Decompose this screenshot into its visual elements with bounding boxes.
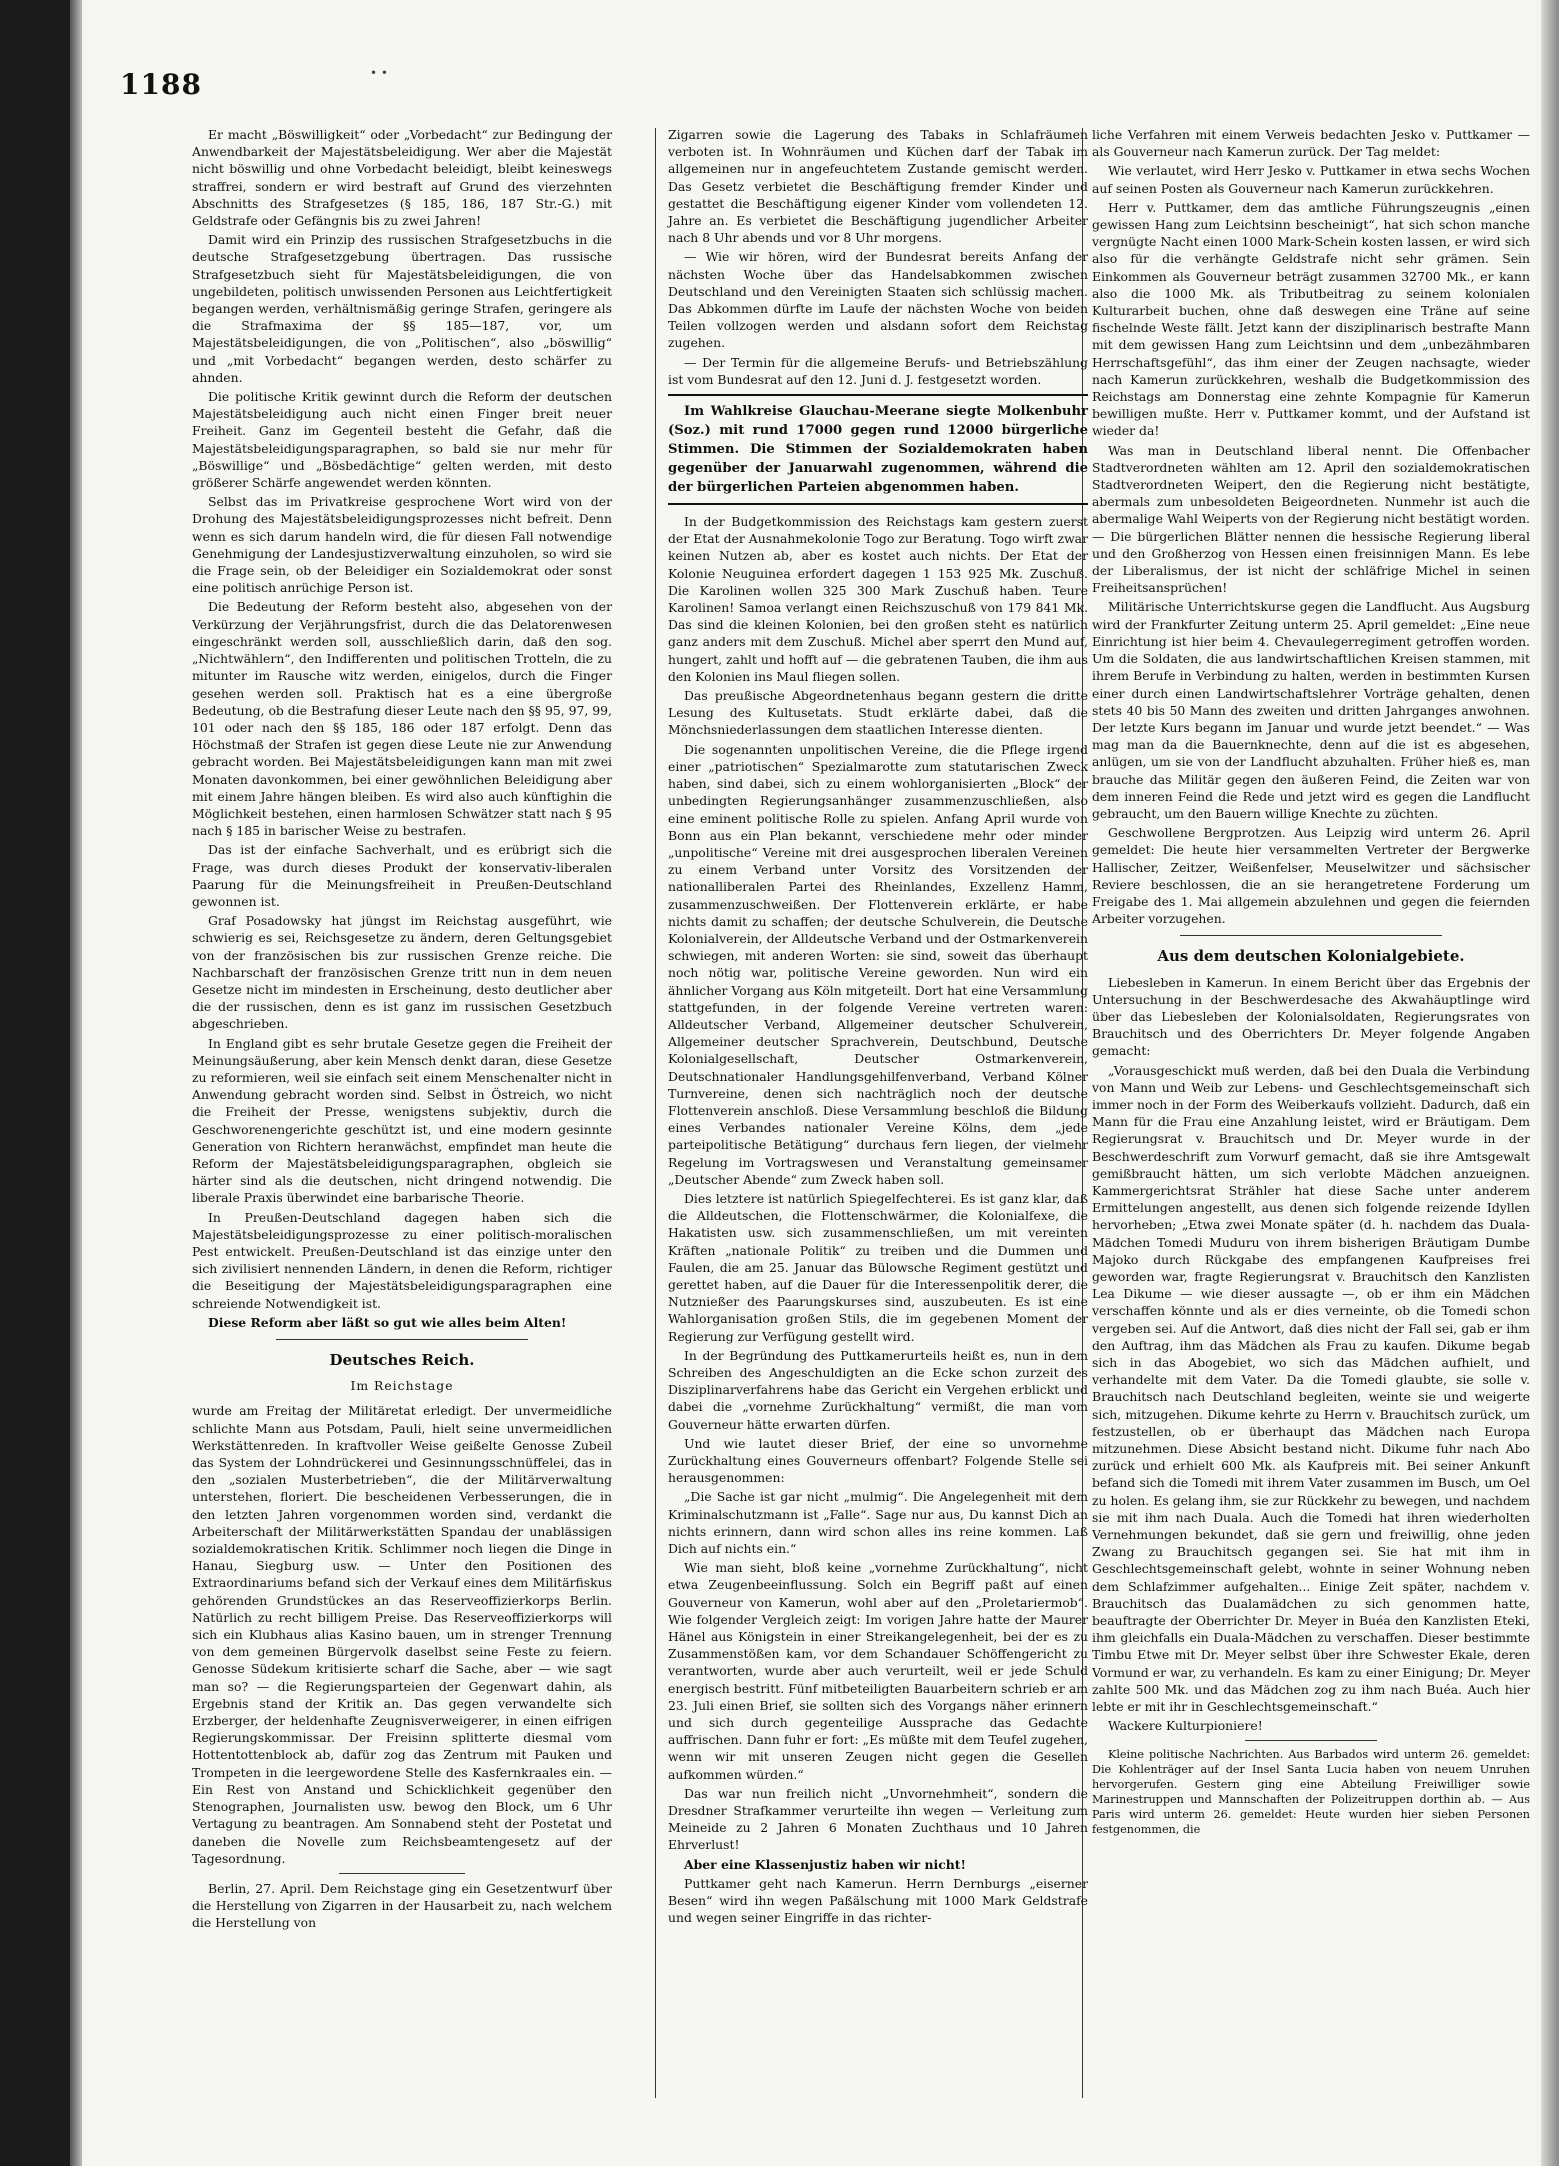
divider: [339, 1873, 465, 1874]
paragraph: In Preußen-Deutschland dagegen haben sich die Majestätsbeleidigungsprozesse zu einer politisch-moralischen Pest entwickelt. Preußen-Deutschland ist das einzige unter den sich zivilisiert nennenden Ländern, in denen die Reform, richtiger die Beseitigung der Majestätsbeleidigungsparagraphen eine schreiende Notwendigkeit ist.: [192, 1209, 612, 1311]
section-heading: Deutsches Reich.: [329, 1351, 475, 1370]
paragraph: Liebesleben in Kamerun. In einem Bericht über das Ergebnis der Untersuchung in der Beschwerdesache des Akwahäuptlinge wird über das Liebesleben der Kolonialsoldaten, Regierungsrates von Brauchitsch und des Oberrichters Dr. Meyer folgende Angaben gemacht:: [1092, 974, 1530, 1059]
section-divider: [276, 1339, 528, 1340]
paragraph: In England gibt es sehr brutale Gesetze gegen die Freiheit der Meinungsäußerung, aber kein Mensch denkt daran, diese Gesetze zu reformieren, weil sie einfach seit einem Menschenalter nicht in Anwendung gebracht worden sind. Selbst in Östreich, wo nicht die Freiheit der Presse, wenigstens subjektiv, durch die Geschworenengerichte geschützt ist, und eine modern gesinnte Generation von Richtern heranwächst, empfindet man heute die Reform der Majestätsbeleidigungsparagraphen, obgleich sie härter sind als die deutschen, nicht dringend notwendig. Die liberale Praxis überwindet eine barbarische Theorie.: [192, 1035, 612, 1206]
paragraph: Die politische Kritik gewinnt durch die Reform der deutschen Majestätsbeleidigung auch nicht einen Finger breit neuer Freiheit. Ganz im Gegenteil besteht die Gefahr, daß die Majestätsbeleidigungsparagraphen, so bald sie nur mehr für „Böswillige“ und „Bösbedächtige“ gelten werden, mit desto größerer Schärfe angewendet werden könnten.: [192, 389, 612, 491]
paragraph: liche Verfahren mit einem Verweis bedachten Jesko v. Puttkamer — als Gouverneur nach Kamerun zurück. Der Tag meldet:: [1092, 127, 1530, 160]
header-mark: • •: [370, 66, 388, 80]
paragraph: In der Begründung des Puttkamerurteils heißt es, nun in dem Schreiben des Angeschuldigten an die Ecke schon zurzeit des Disziplinarverfahrens habe das Gericht ein Vergehen erblickt und dabei die „vornehme Zurückhaltung“ vermißt, die man vom Gouverneur hätte erwarten dürfen.: [668, 1347, 1088, 1432]
paragraph: Graf Posadowsky hat jüngst im Reichstag ausgeführt, wie schwierig es sei, Reichsgesetze zu ändern, deren Geltungsgebiet von der französischen bis zur russischen Grenze reiche. Die Nachbarschaft der französischen Grenze tritt nun in dem neuen Gesetze nicht im mindesten in Erscheinung, desto deutlicher aber die der russischen, denn es ist ganz im russischen Gesetzbuch abgeschrieben.: [192, 913, 612, 1032]
election-result-box: Im Wahlkreise Glauchau-Meerane siegte Molkenbuhr (Soz.) mit rund 17000 gegen rund 12000 bürgerliche Stimmen. Die Stimmen der Sozialdemokraten haben gegenüber der Januarwahl zugenommen, während die der bürgerlichen Parteien abgenommen haben.: [668, 394, 1088, 505]
divider: [1245, 1740, 1376, 1741]
paragraph: Aber eine Klassenjustiz haben wir nicht!: [684, 1856, 966, 1872]
quote: „Die Sache ist gar nicht „mulmig“. Die Angelegenheit mit dem Kriminalschutzmann ist „Falle“. Sage nur aus, Du kannst Dich an nichts erinnern, dann wird schon alles ins reine kommen. Laß Dich auf nichts ein.“: [668, 1489, 1088, 1557]
column-1: [192, 126, 612, 1934]
quote: „Vorausgeschickt muß werden, daß bei den Duala die Verbindung von Mann und Weib zur Lebens- und Geschlechtsgemeinschaft sich immer noch in der Form des Weiberkaufs vollzieht. Dadurch, daß ein Mann für die Frau eine Anzahlung leistet, wird er Bräutigam. Dem Regierungsrat v. Brauchitsch und Dr. Meyer wurde in der Beschwerdeschrift zum Vorwurf gemacht, daß sie ihre Amtsgewalt gemißbraucht hätten, um sich verlobte Mädchen anzueignen. Kammergerichtsrat Strähler hat diese Sache unter anderem Ermittelungen angestellt, aus denen sich folgende reizende Idyllen hervorheben; „Etwa zwei Monate später (d. h. nachdem das Duala-Mädchen Tomedi Muduru von ihrem bisherigen Bräutigam Dumbe Majoko durch Rückgabe des empfangenen Kaufpreises frei geworden war, fragte Regierungsrat v. Brauchitsch den Kanzlisten Lea Dikume — wie dieser aussagte —, ob er ihm ein Mädchen verschaffen könnte und als er dies verneinte, ob die Tomedi schon vergeben sei. Auf die Antwort, daß dies nicht der Fall sei, gab er ihm den Auftrag, ihm das Mädchen als Frau zu kaufen. Dikume begab sich in das Abogebiet, wo sich das Mädchen aufhielt, und verhandelte mit dem Vater. Da die Tomedi glaubte, sie solle v. Brauchitsch nach Deutschland begleiten, weinte sie und weigerte sich, mitzugehen. Dikume kehrte zu Herrn v. Brauchitsch zurück, um festzustellen, ob er überhaupt das Mädchen nach Europa mitzunehmen. Diese Absicht bestand nicht. Dikume fuhr nach Abo zurück und erhielt 600 Mk. als Kaufpreis mit. Bei seiner Ankunft befand sich die Tomedi mit ihrem Vater zusammen im Busch, um Oel zu holen. Es gelang ihm, sie zur Rückkehr zu bewegen, und nachdem sie mit ihm nach Duala. Auch die Tomedi hat ihren wiederholten Vernehmungen bekundet, daß sie gern und freiwillig, ohne jeden Zwang zu Brauchitsch gegangen sei. Sie hat mit ihm in Geschlechtsgemeinschaft gelebt, wohnte in seiner Wohnung neben dem Schlafzimmer aufgehalten... Einige Zeit später, nachdem v. Brauchitsch das Dualamädchen zu sich genommen hatte, beauftragte der Oberrichter Dr. Meyer in Buéa den Kanzlisten Eteki, ihm gleichfalls ein Duala-Mädchen zu verschaffen. Dieser bestimmte Timbu Etwe mit Dr. Meyer selbst über ihre Schwester Ekale, deren Vormund er war, zu verhandeln. Es kam zu einer Einigung; Dr. Meyer zahlte 500 Mk. und das Mädchen zog zu ihm nach Buéa. Auch hier lebte er mit ihr in Geschlechtsgemeinschaft.“: [1092, 1062, 1530, 1715]
paragraph: In der Budgetkommission des Reichstags kam gestern zuerst der Etat der Ausnahmekolonie Togo zur Beratung. Togo wirft zwar keinen Nutzen ab, aber es kostet auch nichts. Der Etat der Kolonie Neuguinea erfordert dagegen 1 153 925 Mk. Zuschuß. Die Karolinen wollen 325 300 Mark Zuschuß haben. Teure Karolinen! Samoa verlangt einen Reichszuschuß von 179 841 Mk. Das sind die kleinen Kolonien, bei den großen steht es natürlich ganz anders mit dem Zuschuß. Michel aber sperrt den Mund auf, hungert, zahlt und hofft auf — die gebratenen Tauben, die ihm aus den Kolonien ins Maul fliegen sollen.: [668, 514, 1088, 684]
paragraph: Damit wird ein Prinzip des russischen Strafgesetzbuchs in die deutsche Strafgesetzgebung übertragen. Das russische Strafgesetzbuch sieht für Majestätsbeleidigungen, die von ungebildeten, politisch unwissenden Personen aus Leichtfertigkeit begangen werden, verhältnismäßig geringe Strafen, geringere als die Strafmaxima der §§ 185—187, vor, um Majestätsbeleidigungen, die von „Politischen“, also „böswillig“ und „mit Vorbedacht“ begangen werden, desto schärfer zu ahnden.: [192, 232, 612, 385]
page-number: 1188: [120, 68, 202, 101]
section-divider: [1180, 935, 1443, 936]
paragraph: Das preußische Abgeordnetenhaus begann gestern die dritte Lesung des Kultusetats. Studt erklärte dabei, daß die Mönchsniederlassungen dem staatlichen Interesse dienten.: [668, 688, 1088, 738]
paragraph: Puttkamer geht nach Kamerun. Herrn Dernburgs „eiserner Besen“ wird ihn wegen Paßälschung mit 1000 Mark Geldstrafe und wegen seiner Eingriffe in das richter-: [668, 1875, 1088, 1926]
paragraph: Die Bedeutung der Reform besteht also, abgesehen von der Verkürzung der Verjährungsfrist, durch die das Delatorenwesen eingeschränkt werden soll, ausschließlich darin, daß den sog. „Nichtwählern“, den Indifferenten und politischen Trotteln, die zu mitunter im Rausche witz werden, einigelos, durch die Finger gesehen werden soll. Praktisch hat es a eine übergroße Bedeutung, ob die Bestrafung dieser Leute nach den §§ 95, 97, 99, 101 oder nach den §§ 185, 186 oder 187 erfolgt. Denn das Höchstmaß der Strafen ist gegen diese Leute nie zur Anwendung gebracht worden. Bei Majestätsbeleidigungen kann man mit zwei Monaten davonkommen, bei einer gewöhnlichen Beleidigung aber mit einem Jahre hängen bleiben. Es wird also auch künftighin die Möglichkeit bestehen, einen harmlosen Schwätzer statt nach § 95 nach § 185 in barischer Weise zu bestrafen.: [192, 599, 612, 839]
binding-edge: [70, 0, 82, 2166]
paragraph: Diese Reform aber läßt so gut wie alles beim Alten!: [208, 1314, 567, 1330]
section-heading: Aus dem deutschen Kolonialgebiete.: [1157, 947, 1465, 966]
paragraph: Selbst das im Privatkreise gesprochene Wort wird von der Drohung des Majestätsbeleidigungsprozesses nicht befreit. Denn wenn es sich darum handeln wird, die für diesen Fall notwendige Genehmigung der Landesjustizverwaltung einzuholen, so wird sie die Frage sein, ob der Beleidiger ein Sozialdemokrat oder sonst eine politisch anrüchige Person ist.: [192, 494, 612, 596]
paragraph: — Wie wir hören, wird der Bundesrat bereits Anfang der nächsten Woche über das Handelsabkommen zwischen Deutschland und den Vereinigten Staaten sich schlüssig machen. Das Abkommen dürfte im Laufe der nächsten Woche von beiden Teilen vollzogen werden und alsdann sofort dem Reichstag zugehen.: [668, 249, 1088, 351]
paragraph: wurde am Freitag der Militäretat erledigt. Der unvermeidliche schlichte Mann aus Potsdam, Pauli, hielt seine unvermeidlichen Werkstättenreden. In kraftvoller Weise geißelte Genosse Zubeil das System der Lohndrückerei und Gesinnungsschnüffelei, das in den „sozialen Musterbetrieben“, die der Militärverwaltung unterstehen, floriert. Die bescheidenen Verbesserungen, die in den letzten Jahren vorgenommen worden sind, verdankt die Arbeiterschaft der Militärwerkstätten Spandau der unablässigen sozialdemokratischen Kritik. Schlimmer noch liegen die Dinge in Hanau, Siegburg usw. — Unter den Positionen des Extraordinariums befand sich der Verkauf eines dem Militärfiskus gehörenden Grundstückes an das Reserveoffizierkorps Berlin. Natürlich zu recht billigem Preise. Das Reserveoffizierkorps will sich ein Klubhaus alias Kasino bauen, um in strenger Trennung von dem gemeinen Bürgervolk daselbst seine Feste zu feiern. Genosse Südekum kritisierte scharf die Sache, aber — wie sagt man so? — die Regierungsparteien der Gegenwart dahin, als Ergebnis stand der Kritik an. Das gegen verwandelte sich Erzberger, der heldenhafte Zeugnisverweigerer, in einen eifrigen Regierungskommissar. Der Freisinn splitterte diesmal vom Hottentottenblock ab, dafür zog das Zentrum mit Pauken und Trompeten in die leergewordene Stelle des Kasfernkraales ein. — Ein Rest von Anstand und Schicklichkeit gegenüber den Stenographen, Journalisten usw. bewog den Block, um 6 Uhr Vertagung zu beantragen. Am Sonnabend steht der Postetat und daneben die Novelle zum Reichsbeamtengesetz auf der Tagesordnung.: [192, 1403, 612, 1866]
column-rule: [655, 128, 656, 2098]
column-3: [1092, 126, 1530, 1839]
paragraph: Das ist der einfache Sachverhalt, und es erübrigt sich die Frage, was durch dieses Produkt der konservativ-liberalen Paarung für die Meinungsfreiheit in Preußen-Deutschland gewonnen ist.: [192, 842, 612, 909]
paragraph: Zigarren sowie die Lagerung des Tabaks in Schlafräumen verboten ist. In Wohnräumen und Küchen darf der Tabak im allgemeinen nur in angefeuchtetem Zustande gemischt werden. Das Gesetz verbietet die Beschäftigung fremder Kinder und gestattet die Beschäftigung eigener Kinder vom vollendeten 12. Jahre an. Es verbietet die Beschäftigung jugendlicher Arbeiter nach 8 Uhr abends und vor 8 Uhr morgens.: [668, 127, 1088, 246]
section-subheading: Im Reichstage: [350, 1378, 454, 1394]
paragraph: Militärische Unterrichtskurse gegen die Landflucht. Aus Augsburg wird der Frankfurter Zeitung unterm 25. April gemeldet: „Eine neue Einrichtung ist hier beim 4. Chevaulegerregiment getroffen worden. Um die Soldaten, die aus landwirtschaftlichen Kreisen stammen, mit ihrem Berufe in Verbindung zu halten, werden in bestimmten Kursen einer durch einen Landwirtschaftslehrer Vorträge gehalten, denen stets 40 bis 50 Mann des zweiten und dritten Jahrganges anwohnen. Der letzte Kurs begann im Januar und wurde jetzt beendet.“ — Was mag man da die Bauernknechte, denn auf die ist es abgesehen, anlügen, um sie von der Landflucht abzuhalten. Früher hieß es, man brauche das Militär gegen den äußeren Feind, die Zeiten war von dem inneren Feind die Rede und jetzt wird es gegen die Landflucht gebraucht, um den Bauern willige Knechte zu züchten.: [1092, 599, 1530, 821]
paragraph: Und wie lautet dieser Brief, der eine so unvornehme Zurückhaltung eines Gouverneurs offenbart? Folgende Stelle sei herausgenommen:: [668, 1435, 1088, 1486]
paragraph: Berlin, 27. April. Dem Reichstage ging ein Gesetzentwurf über die Herstellung von Zigarren in der Hausarbeit zu, nach welchem die Herstellung von: [192, 1880, 612, 1931]
page-edge: [1541, 0, 1559, 2166]
quote: Wie verlautet, wird Herr Jesko v. Puttkamer in etwa sechs Wochen auf seinen Posten als Gouverneur nach Kamerun zurückkehren.: [1092, 163, 1530, 196]
paragraph: Herr v. Puttkamer, dem das amtliche Führungszeugnis „einen gewissen Hang zum Leichtsinn bescheinigt“, hat sich schon manche vergnügte Nacht einen 1000 Mark-Schein kosten lassen, er wird sich also für die verhängte Geldstrafe nicht sehr grämen. Sein Einkommen als Gouverneur beträgt zusammen 32700 Mk., er kann also die 1000 Mk. als Tributbeitrag zu seinem kolonialen Kulturarbeit buchen, ohne daß deswegen eine Träne auf seine fischelnde Weste fällt. Jetzt kann der disziplinarisch bestrafte Mann mit dem gewissen Hang zum Leichtsinn und dem „unbezähmbaren Herrschaftsgefühl“, das ihm einer der Zeugen nachsagte, wieder nach Kamerun zurückkehren, weshalb die Budgetkommission des Reichstags am Donnerstag eine zehnte Kompagnie für Kamerun bewilligen mußte. Herr v. Puttkamer kommt, und der Aufstand ist wieder da!: [1092, 199, 1530, 439]
paragraph: Kleine politische Nachrichten. Aus Barbados wird unterm 26. gemeldet: Die Kohlenträger auf der Insel Santa Lucia haben von neuem Unruhen hervorgerufen. Gestern ging eine Abteilung Freiwilliger sowie Marinestruppen und Mannschaften der Polizeitruppen dorthin ab. — Aus Paris wird unterm 26. gemeldet: Heute wurden hier sieben Personen festgenommen, die: [1092, 1748, 1530, 1837]
column-2: [668, 126, 1088, 1929]
paragraph: Das war nun freilich nicht „Unvornehmheit“, sondern die Dresdner Strafkammer verurteilte ihn wegen — Verleitung zum Meineide zu 2 Jahren 6 Monaten Zuchthaus und 10 Jahren Ehrverlust!: [668, 1785, 1088, 1853]
paragraph: Was man in Deutschland liberal nennt. Die Offenbacher Stadtverordneten wählten am 12. April den sozialdemokratischen Stadtverordneten Weipert, den die Regierung nicht bestätigte, abermals zum unbesoldeten Beigeordneten. Nunmehr ist auch die abermalige Wahl Weiperts von der Regierung nicht bestätigt worden. — Die bürgerlichen Blätter nennen die hessische Regierung liberal und den Großherzog von Hessen einen freisinnigen Mann. Es lebe der Liberalismus, der ist nicht der schläfrige Michel in seinen Freiheitsansprüchen!: [1092, 442, 1530, 596]
paragraph: Die sogenannten unpolitischen Vereine, die die Pflege irgend einer „patriotischen“ Spezialmarotte zum statutarischen Zweck haben, sind dabei, sich zu einem wohlorganisierten „Block“ der unbedingten Regierungsanhänger zusammenzuschließen, also eine eminent politische Rolle zu spielen. Anfang April wurde von Bonn aus ein Plan bekannt, verschiedene mehr oder minder „unpolitische“ Vereine mit drei ausgesprochen liberalen Vereinen zu einem Verband unter Vorsitz des Vorsitzenden der nationalliberalen Partei des Rheinlandes, Exzellenz Hamm, zusammenzuschweißen. Der Flottenverein erklärte, er habe nichts damit zu schaffen; der deutsche Schulverein, die Deutsche Kolonialverein, der Alldeutsche Verband und der Ostmarkenverein schwiegen, mit anderen Worten: sie sind, soweit das überhaupt noch nötig war, politische Vereine geworden. Nun wird ein ähnlicher Vorgang aus Köln mitgeteilt. Dort hat eine Versammlung stattgefunden, in der folgende Vereine vertreten waren: Alldeutscher Verband, Allgemeiner deutscher Schulverein, Allgemeiner deutscher Sprachverein, Deutschbund, Deutsche Kolonialgesellschaft, Deutscher Ostmarkenverein, Deutschnationaler Handlungsgehilfenverband, Verband Kölner Turnvereine, denen sich nachträglich noch der deutsche Flottenverein anschloß. Diese Versammlung beschloß die Bildung eines Verbandes nationaler Vereine Kölns, dem „jede parteipolitische Betätigung“ durchaus fern liegen, der vielmehr Regelung im Vortragswesen und Veranstaltung gemeinsamer „Deutscher Abende“ zum Zweck haben soll.: [668, 741, 1088, 1187]
book-binding: [0, 0, 70, 2166]
paragraph: — Der Termin für die allgemeine Berufs- und Betriebszählung ist vom Bundesrat auf den 12. Juni d. J. festgesetzt worden.: [668, 354, 1088, 387]
paragraph: Geschwollene Bergprotzen. Aus Leipzig wird unterm 26. April gemeldet: Die heute hier versammelten Vertreter der Bergwerke Hallischer, Zeitzer, Weißenfelser, Meuselwitzer und sächsischer Reviere beschlossen, die an sie herangetretene Forderung um Freigabe des 1. Mai allgemein abzulehnen und gegen die feiernden Arbeiter vorzugehen.: [1092, 825, 1530, 927]
paragraph: Er macht „Böswilligkeit“ oder „Vorbedacht“ zur Bedingung der Anwendbarkeit der Majestätsbeleidigung. Wer aber die Majestät nicht böswillig und ohne Vorbedacht beleidigt, bleibt keineswegs straffrei, sondern er wird bestraft auf Grund des vierzehnten Abschnitts des Strafgesetzes (§ 185, 186, 187 Str.-G.) mit Geldstrafe oder Gefängnis bis zu zwei Jahren!: [192, 127, 612, 229]
paragraph: Wackere Kulturpioniere!: [1108, 1718, 1263, 1734]
paragraph: Dies letztere ist natürlich Spiegelfechterei. Es ist ganz klar, daß die Alldeutschen, die Flottenschwärmer, die Kolonialfexe, die Hakatisten usw. sich zusammenschließen, um mit vereinten Kräften „nationale Politik“ zu treiben und die Dummen und Faulen, die am 25. Januar das Bülowsche Regiment gestützt und gerettet haben, auf die Dauer für die Interessenpolitik derer, die Nutznießer des Paarungskurses sind, auszubeuten. Es ist eine Wahlorganisation großen Stils, die im gegebenen Moment der Regierung zur Verfügung gestellt wird.: [668, 1190, 1088, 1344]
paragraph: Wie man sieht, bloß keine „vornehme Zurückhaltung“, nicht etwa Zeugenbeeinflussung. Solch ein Begriff paßt auf einen Gouverneur von Kamerun, wohl aber auf den „Proletariermob“. Wie folgender Vergleich zeigt: Im vorigen Jahre hatte der Maurer Hänel aus Königstein in einer Streikangelegenheit, bei der es zu Zusammenstößen kam, vor dem Schandauer Schöffengericht zu verantworten, wurde aber auch verurteilt, weil er jede Schuld energisch bestritt. Fünf mitbeteiligten Bauarbeitern schrieb er am 23. Juli einen Brief, sie sollten sich des Vorgangs näher erinnern und sich durch gegenteilige Aussprache das Gedachte auffrischen. Dann fuhr er fort: „Es müßte mit dem Teufel zugehen, wenn wir mit unseren Zeugen nicht gegen die Gesellen aufkommen würden.“: [668, 1560, 1088, 1782]
